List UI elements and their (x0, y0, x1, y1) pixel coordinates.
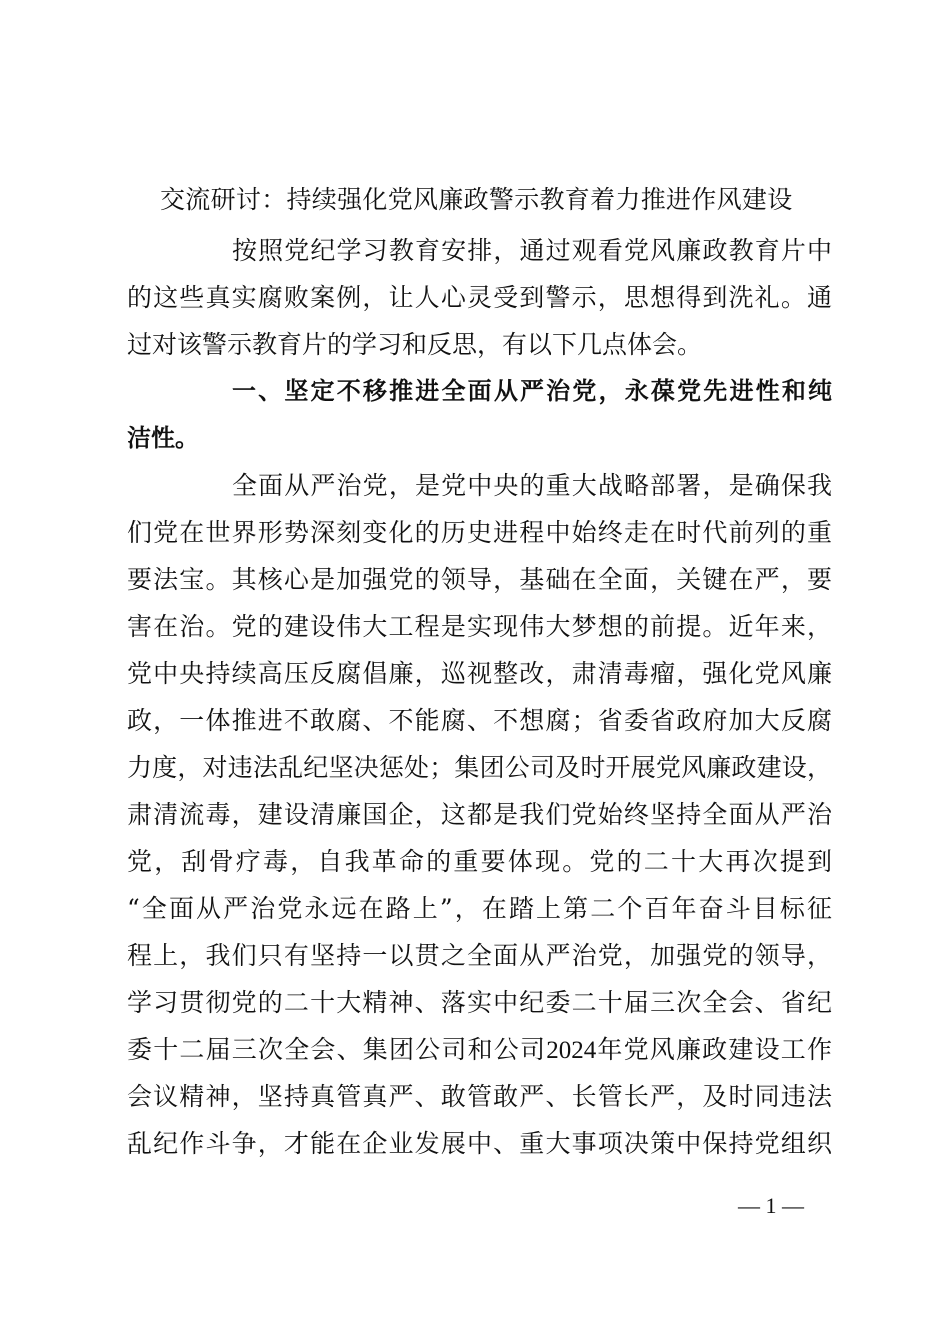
text-line: 党中央持续高压反腐倡廉，巡视整改，肃清毒瘤，强化党风廉 (127, 659, 832, 688)
text-line: 肃清流毒，建设清廉国企，这都是我们党始终坚持全面从严治 (127, 800, 832, 829)
text-line: 的这些真实腐败案例，让人心灵受到警示，思想得到洗礼。通 (127, 283, 832, 312)
section-body-paragraph (127, 462, 832, 1167)
text-line: 学习贯彻党的二十大精神、落实中纪委二十届三次全会、省纪 (127, 988, 832, 1017)
text-segment: 年党风廉政建设工作 (596, 1035, 832, 1064)
heading-line: 一、坚定不移推进全面从严治党，永葆党先进性和纯 (232, 377, 832, 405)
text-segment: 委十二届三次全会、集团公司和公司 (127, 1035, 547, 1064)
text-line: “全面从严治党永远在路上”，在踏上第二个百年奋斗目标征 (127, 894, 832, 923)
page-number: — 1 — (738, 1193, 804, 1218)
document-body (127, 227, 832, 1167)
heading-line: 洁性。 (127, 424, 199, 452)
text-line: 会议精神，坚持真管真严、敢管敢严、长管长严，及时同违法 (127, 1082, 832, 1111)
intro-paragraph (127, 227, 832, 368)
text-line: 党，刮骨疗毒，自我革命的重要体现。党的二十大再次提到 (127, 847, 832, 876)
text-line: 乱纪作斗争，才能在企业发展中、重大事项决策中保持党组织 (127, 1129, 832, 1158)
year-number: 2024 (546, 1037, 597, 1064)
text-line: 按照党纪学习教育安排，通过观看党风廉政教育片中 (232, 236, 832, 265)
text-line: 政，一体推进不敢腐、不能腐、不想腐；省委省政府加大反腐 (127, 706, 832, 735)
text-line: 们党在世界形势深刻变化的历史进程中始终走在时代前列的重 (127, 518, 832, 547)
text-line: 程上，我们只有坚持一以贯之全面从严治党，加强党的领导， (127, 941, 832, 970)
text-line: 过对该警示教育片的学习和反思，有以下几点体会。 (127, 330, 703, 359)
text-line (127, 1026, 832, 1073)
section-heading (127, 368, 832, 462)
text-line: 要法宝。其核心是加强党的领导，基础在全面，关键在严，要 (127, 565, 832, 594)
document-title: 交流研讨：持续强化党风廉政警示教育着力推进作风建设 (160, 185, 793, 214)
text-line: 全面从严治党，是党中央的重大战略部署，是确保我 (232, 471, 832, 500)
text-line: 害在治。党的建设伟大工程是实现伟大梦想的前提。近年来， (127, 612, 832, 641)
text-line: 力度，对违法乱纪坚决惩处；集团公司及时开展党风廉政建设， (127, 753, 832, 782)
